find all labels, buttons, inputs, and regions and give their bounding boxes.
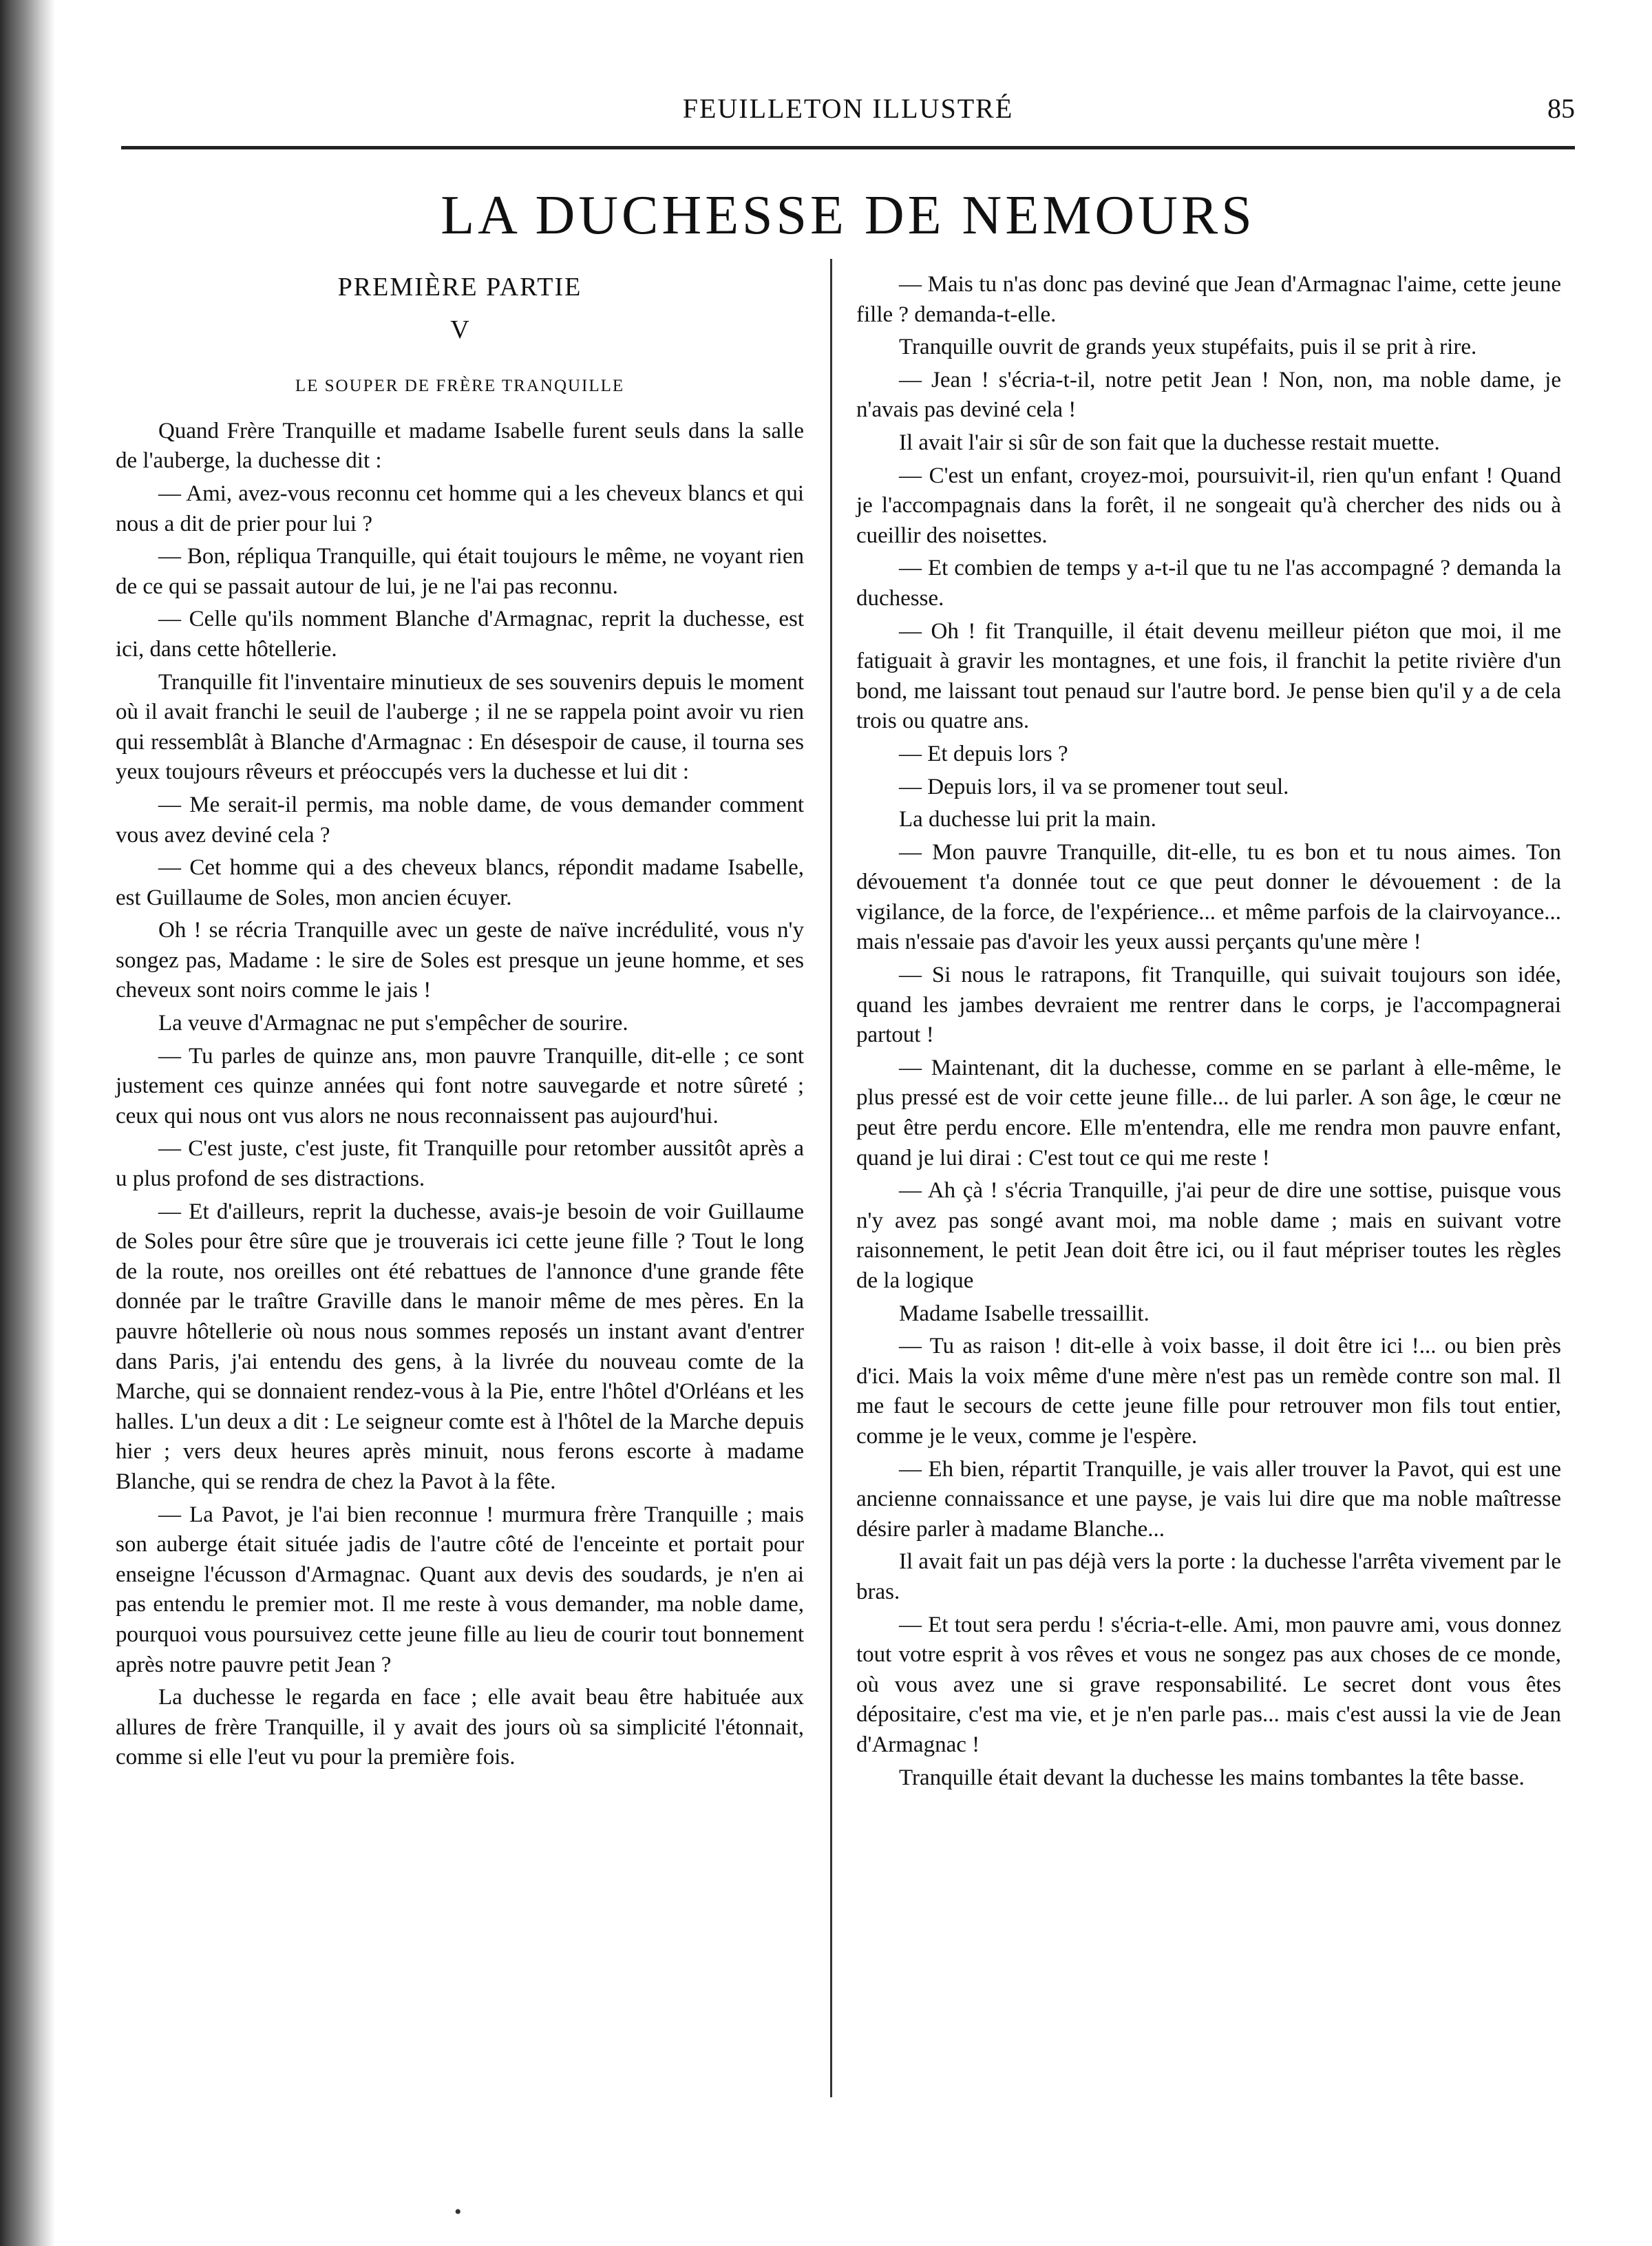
paragraph: — Ami, avez-vous reconnu cet homme qui a les cheveux blancs et qui nous a dit de prier pour lui ? xyxy=(116,481,804,536)
paragraph: Il avait fait un pas déjà vers la porte : la duchesse l'arrêta vivement par le bras. xyxy=(856,1549,1561,1604)
running-head xyxy=(121,88,1575,138)
paragraph: — Me serait-il permis, ma noble dame, de vous demander comment vous avez deviné cela ? xyxy=(116,792,804,848)
paragraph: — Oh ! fit Tranquille, il était devenu meilleur piéton que moi, il me fatiguait à gravir les montagnes, et une fois, il franchit la petite rivière d'un bond, me laissant tout penaud sur l'autre bord. Je pense bien qu'il y a de cela trois ou quatre ans. xyxy=(856,618,1561,734)
part-heading: PREMIÈRE PARTIE xyxy=(337,273,582,302)
paragraph: — Maintenant, dit la duchesse, comme en se parlant à elle-même, le plus pressé est de voir cette jeune fille... de lui parler. A son âge, le cœur ne peut être perdu encore. Elle m'entendra, elle me rendra mon pauvre enfant, quand je lui dirai : C'est tout ce qui me reste ! xyxy=(856,1055,1561,1171)
paragraph: — Cet homme qui a des cheveux blancs, répondit madame Isabelle, est Guillaume de Soles, mon ancien écuyer. xyxy=(116,855,804,910)
paragraph: — Eh bien, répartit Tranquille, je vais aller trouver la Pavot, qui est une ancienne connaissance et une payse, je vais lui dire que ma noble maîtresse désire parler à madame Blanche... xyxy=(856,1456,1561,1542)
left-column xyxy=(116,264,804,1776)
paragraph: — Ah çà ! s'écria Tranquille, j'ai peur de dire une sottise, puisque vous n'y avez pas songé avant moi, ma noble dame ; mais en suivant votre raisonnement, le petit Jean doit être ici, ou il faut mépriser toutes les règles de la logique xyxy=(856,1178,1561,1293)
paragraph: — Depuis lors, il va se promener tout seul. xyxy=(899,774,1289,799)
paragraph: Oh ! se récria Tranquille avec un geste de naïve incrédulité, vous n'y songez pas, Madame : le sire de Soles est presque un jeune homme, et ses cheveux sont noirs comme le jais ! xyxy=(116,918,804,1003)
paragraph: — C'est un enfant, croyez-moi, poursuivit-il, rien qu'un enfant ! Quand je l'accompagnais dans la forêt, il ne songeait qu'à chercher des nids ou à cueillir des noisettes. xyxy=(856,463,1561,548)
chapter-title: LE SOUPER DE FRÈRE TRANQUILLE xyxy=(295,377,625,396)
chapter-number: V xyxy=(450,315,469,344)
paragraph: — Et combien de temps y a-t-il que tu ne l'as accompagné ? demanda la duchesse. xyxy=(856,556,1561,611)
paragraph: La duchesse le regarda en face ; elle avait beau être habituée aux allures de frère Tranquille, il y avait des jours où sa simplicité l'étonnait, comme si elle l'eut vu pour la première fois. xyxy=(116,1685,804,1770)
header-rule xyxy=(121,146,1575,149)
paragraph: — La Pavot, je l'ai bien reconnue ! murmura frère Tranquille ; mais son auberge était située jadis de l'autre côté de l'enceinte et portait pour enseigne l'écusson d'Armagnac. Quant aux devis des soudards, je n'en ai pas entendu le premier mot. Il me reste à vous demander, ma noble dame, pourquoi vous poursuivez cette jeune fille au lieu de courir tout bonnement après notre pauvre petit Jean ? xyxy=(116,1502,804,1677)
paragraph: Quand Frère Tranquille et madame Isabelle furent seuls dans la salle de l'auberge, la duchesse dit : xyxy=(116,418,804,474)
paragraph: La duchesse lui prit la main. xyxy=(899,807,1156,832)
paragraph: — Tu parles de quinze ans, mon pauvre Tranquille, dit-elle ; ce sont justement ces quinze années qui font notre sauvegarde et notre sûreté ; ceux qui nous ont vus alors ne nous reconnaissent pas aujourd'hui. xyxy=(116,1043,804,1129)
paragraph: Il avait l'air si sûr de son fait que la duchesse restait muette. xyxy=(899,430,1440,455)
scan-binding-edge xyxy=(0,0,55,2246)
paragraph: — Mon pauvre Tranquille, dit-elle, tu es bon et tu nous aimes. Ton dévouement t'a donnée tout ce que peut donner le dévouement : de la vigilance, de la force, de l'expérience... et même parfois de la clairvoyance... mais n'essaie pas d'avoir les yeux aussi perçants qu'une mère ! xyxy=(856,839,1561,955)
column-divider xyxy=(830,259,832,2097)
paragraph: La veuve d'Armagnac ne put s'empêcher de sourire. xyxy=(158,1011,628,1036)
right-column-text xyxy=(856,270,1561,1793)
article-title: LA DUCHESSE DE NEMOURS xyxy=(441,185,1256,246)
paragraph: — Et depuis lors ? xyxy=(899,741,1068,766)
paragraph: — Bon, répliqua Tranquille, qui était toujours le même, ne voyant rien de ce qui se passait autour de lui, je ne l'ai pas reconnu. xyxy=(116,544,804,599)
paragraph: Madame Isabelle tressaillit. xyxy=(899,1301,1150,1326)
paragraph: Tranquille fit l'inventaire minutieux de ses souvenirs depuis le moment où il avait franchi le seuil de l'auberge ; il ne se rappela point avoir vu rien qui ressemblât à Blanche d'Armagnac : En désespoir de cause, il tourna ses yeux toujours rêveurs et préoccupés vers la duchesse et lui dit : xyxy=(116,669,804,785)
running-head-title: FEUILLETON ILLUSTRÉ xyxy=(682,93,1014,124)
paragraph: Tranquille était devant la duchesse les mains tombantes la tête basse. xyxy=(899,1765,1525,1790)
paragraph: — Si nous le ratrapons, fit Tranquille, qui suivait toujours son idée, quand les jambes devraient me rentrer dans le corps, je l'accompagnerai partout ! xyxy=(856,963,1561,1048)
footer-mark: • xyxy=(454,2201,462,2223)
paragraph: — Et tout sera perdu ! s'écria-t-elle. Ami, mon pauvre ami, vous donnez tout votre esprit à vos rêves et vous ne songez pas aux choses de ce monde, où vous avez une si grave responsabilité. Le secret dont vous êtes dépositaire, c'est ma vie, et je n'en parle pas... mais c'est aussi la vie de Jean d'Armagnac ! xyxy=(856,1612,1561,1757)
paragraph: — Et d'ailleurs, reprit la duchesse, avais-je besoin de voir Guillaume de Soles pour être sûre que je trouverais ici cette jeune fille ? Tout le long de la route, nos oreilles ont été rebattues de l'annonce d'une grande fête donnée par le traître Graville dans le manoir même de mes pères. En la pauvre hôtellerie où nous nous sommes reposés un instant avant d'entrer dans Paris, j'ai entendu des gens, à la livrée du nouveau comte de la Marche, qui se donnaient rendez-vous à la Pie, entre l'hôtel d'Orléans et les halles. L'un deux a dit : Le seigneur comte est à l'hôtel de la Marche depuis hier ; vers deux heures après minuit, nous ferons escorte à madame Blanche, qui se rendra de chez la Pavot à la fête. xyxy=(116,1199,804,1494)
paragraph: — Jean ! s'écria-t-il, notre petit Jean ! Non, non, ma noble dame, je n'avais pas deviné cela ! xyxy=(856,367,1561,423)
left-column-text xyxy=(116,417,804,1773)
page-number: 85 xyxy=(1547,93,1575,124)
paragraph: — Celle qu'ils nomment Blanche d'Armagnac, reprit la duchesse, est ici, dans cette hôtellerie. xyxy=(116,607,804,662)
paragraph: — Tu as raison ! dit-elle à voix basse, il doit être ici !... ou bien près d'ici. Mais la voix même d'une mère n'est pas un remède contre son mal. Il me faut le secours de cette jeune fille pour retrouver mon fils tout entier, comme je le veux, comme je l'espère. xyxy=(856,1334,1561,1449)
paragraph: — C'est juste, c'est juste, fit Tranquille pour retomber aussitôt après a u plus profond de ses distractions. xyxy=(116,1136,804,1192)
right-column xyxy=(856,270,1561,1796)
paragraph: Tranquille ouvrit de grands yeux stupéfaits, puis il se prit à rire. xyxy=(899,335,1477,360)
paragraph: — Mais tu n'as donc pas deviné que Jean d'Armagnac l'aime, cette jeune fille ? demanda-t-elle. xyxy=(856,272,1561,327)
